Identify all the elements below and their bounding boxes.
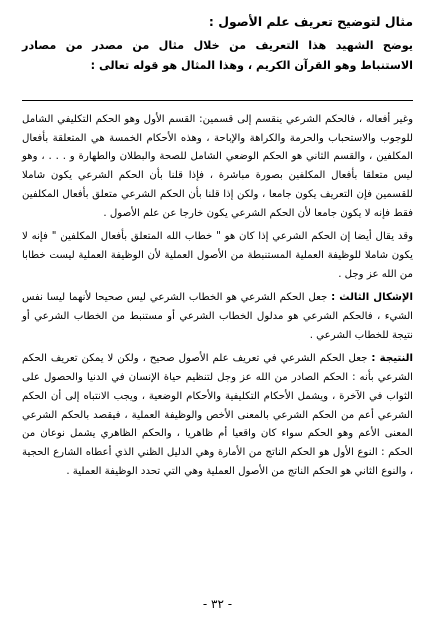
conclusion-label: النتيجة : (371, 353, 413, 365)
conclusion-text: جعل الحكم الشرعي في تعريف علم الأصول صحيح ، ولكن لا يمكن تعريف الحكم الشرعي بأنه : الحكم الصادر من الله عز وجل لتنظيم حياة الإنسان في الدنيا والحصول على الثواب في الآخرة ، ويشمل الأحكام التكليفية والأحكام الوضعية ، ويجب الانتباه إلى أن الحكم الشرعي أعم من الحكم الشرعي بالمعنى الأخص والوظيفة العملية ، فيقصد بالحكم الشرعي المعنى الأعم وهو الحكم سواء كان واقعيا أم ظاهريا ، والحكم الظاهري يشمل نوعان من الحكم : النوع الأول هو الحكم الناتج من الأمارة وهي الدليل الظني الذي أعطاه الشارع الحجية ، والنوع الثاني هو الحكم الناتج من الأصول العملية وهي التي تحدد الوظيفة العملية . (22, 353, 413, 477)
body-paragraph-4 (22, 350, 413, 481)
body-paragraph-3 (22, 289, 413, 345)
page-number: - ٣٢ - (202, 597, 233, 611)
body-paragraph-1: وغير أفعاله ، فالحكم الشرعي ينقسم إلى قسمين: القسم الأول وهو الحكم التكليفي الشامل للوجوب والاستحباب والحرمة والكراهة والإباحة ، وهذه الأحكام الخمسة هي المتعلقة بأفعال المكلفين ، والقسم الثاني هو الحكم الوضعي الشامل للصحة والبطلان والطهارة و . . . ، وهو ليس متعلقا بأفعال المكلفين بصورة مباشرة ، فإذا قلنا بأن الحكم الشرعي يكون شاملا للقسمين فإن التعريف يكون جامعا ، ولكن إذا قلنا بأن الحكم الشرعي متعلق بأفعال المكلفين فقط فإنه لا يكون جامعا لأن الحكم الشرعي يكون خارجا عن علم الأصول . (22, 114, 413, 219)
section-heading: مثال لتوضيح تعريف علم الأصول : (208, 14, 413, 29)
horizontal-divider (22, 100, 413, 101)
body-paragraph-2: وقد يقال أيضا إن الحكم الشرعي إذا كان هو " خطاب الله المتعلق بأفعال المكلفين " فإنه لا يكون شاملا للوظيفة العملية المستنبطة من الأصول العملية لأن الوظيفة العملية ليست خطابا من الله عز وجل . (22, 231, 413, 280)
third-objection-text: جعل الحكم الشرعي هو الخطاب الشرعي ليس صحيحا لأنهما ليسا نفس الشيء ، فالحكم الشرعي هو مدلول الخطاب الشرعي أو مستنبط من الخطاب الشرعي أو نتيجة للخطاب الشرعي . (22, 292, 413, 341)
intro-paragraph: يوضح الشهيد هذا التعريف من خلال مثال من مصدر من مصادر الاستنباط وهو القرآن الكريم ، وهذا المثال هو قوله تعالى : (22, 39, 413, 72)
third-objection-label: الإشكال الثالث : (331, 292, 413, 304)
